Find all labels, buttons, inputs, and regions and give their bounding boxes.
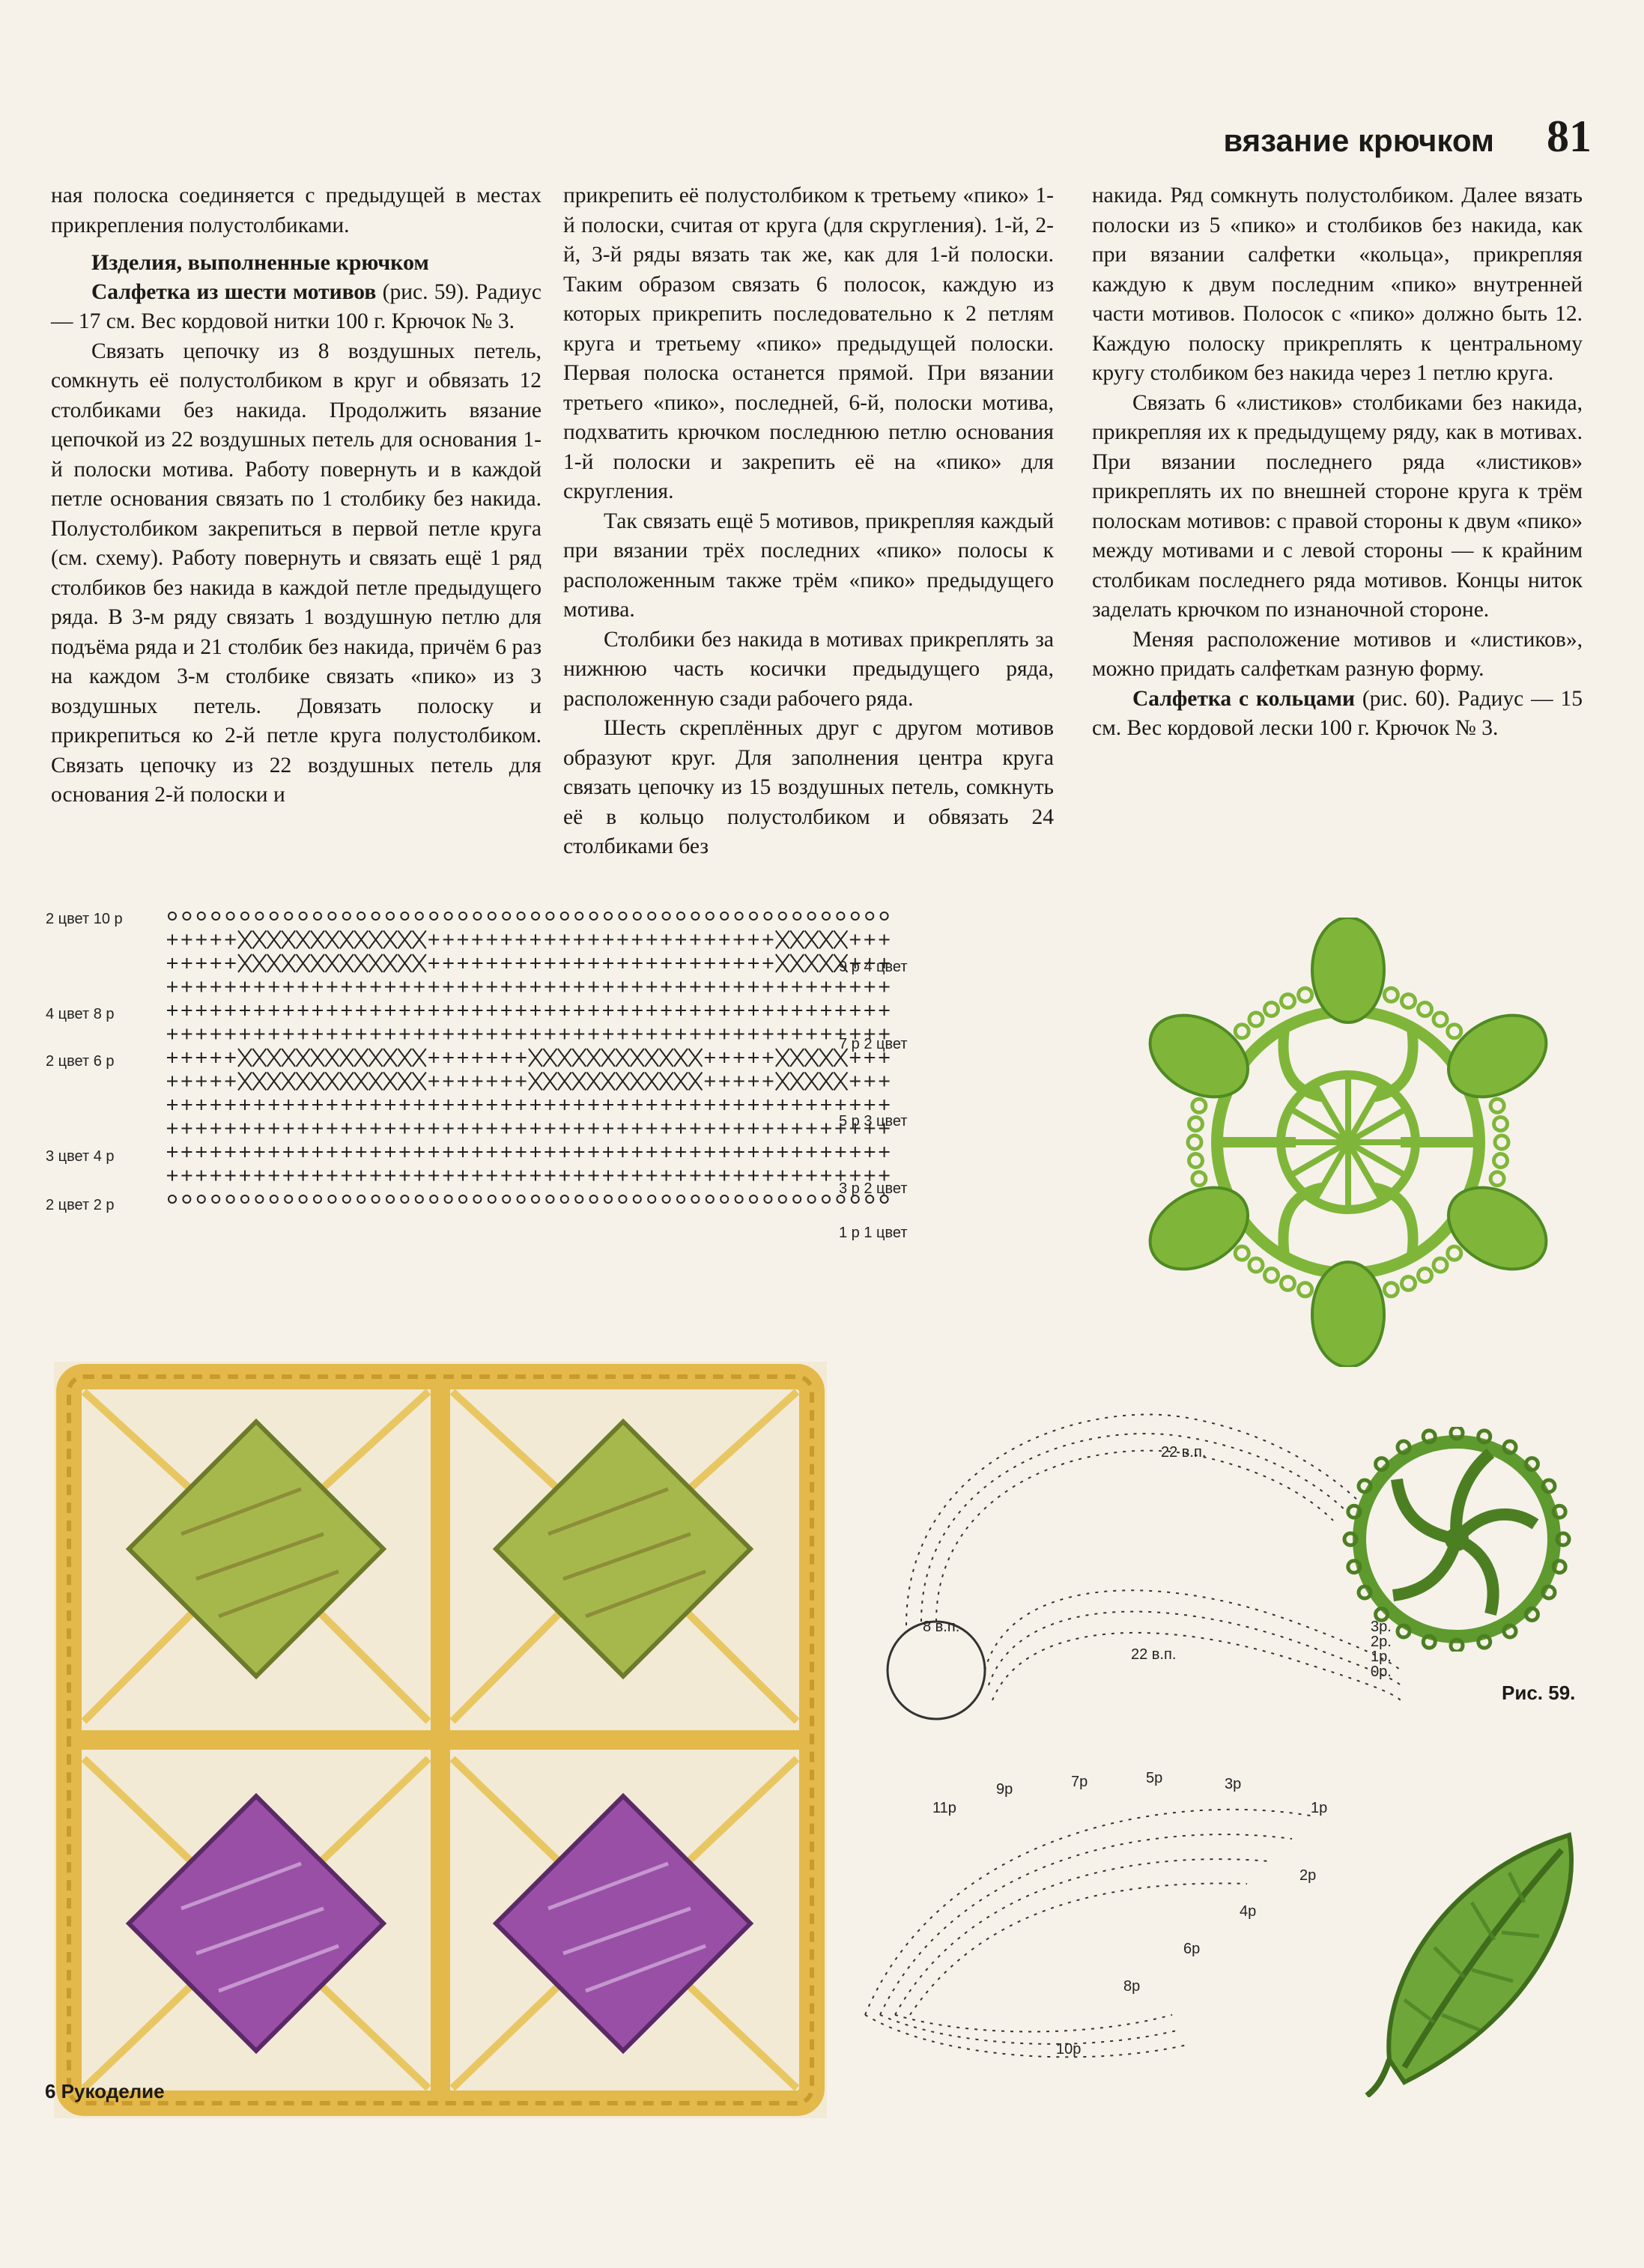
row-label: 4р (1240, 1903, 1257, 1920)
row-label: 11р (932, 1800, 956, 1816)
paragraph: Меняя расположение мотивов и «листиков», можно придать салфеткам разную форму. (1092, 627, 1583, 681)
paragraph: Шесть скреплённых друг с другом мотивов образуют круг. Для заполнения центра круга связать цепочку из 15 воздушных петель, сомкнуть её в кольцо полустолбиком и обвязать 24 столбиками без (563, 716, 1054, 858)
row-label: 7р (1071, 1774, 1088, 1790)
item-title: Салфетка с кольцами (1132, 686, 1355, 711)
chart-left-label: 2 цвет 2 р (46, 1197, 115, 1213)
paragraph: накида. Ряд сомкнуть полустолбиком. Далее вязать полоски из 5 «пико» и столбиков без накида, как при вязании салфетки «кольца», прикрепляя каждую к двум последним «пико» внутренней части мотивов. Полосок с «пико» должно быть 12. Каждую полоску прикреплять к центральному кругу столбиком без накида через 1 петлю круга. (1092, 184, 1583, 385)
row-label: 3р. (1371, 1619, 1392, 1635)
page-header (1223, 111, 1592, 163)
row-label: 1р. (1371, 1649, 1392, 1665)
chart-right-label: 5 р 3 цвет (839, 1113, 908, 1130)
item-title: Салфетка из шести мотивов (91, 279, 377, 304)
chart-left-label: 2 цвет 10 р (46, 911, 123, 927)
subheading: Изделия, выполненные крючком (91, 250, 429, 275)
item-details: (рис. 59). Радиус — 17 см. Вес кордовой нитки 100 г. Крючок № 3. (51, 279, 542, 333)
doily-photo (1090, 918, 1607, 1367)
paragraph: Столбики без накида в мотивах прикреплять за нижнюю часть косички предыдущего ряда, расположенную сзади рабочего ряда. (563, 627, 1054, 711)
page-footer: 6 Рукоделие (45, 2080, 165, 2102)
stitch-grid (167, 912, 890, 1203)
row-label: 6р (1183, 1941, 1201, 1957)
figure-label: Рис. 59. (1502, 1682, 1576, 1704)
item-intro (1092, 685, 1583, 744)
paragraph: Так связать ещё 5 мотивов, прикрепляя каждый при вязании трёх последних «пико» полосы к расположенным также трём «пико» предыдущего мотива. (563, 509, 1054, 622)
strip-diagram (854, 1378, 1423, 1738)
row-label: 8р (1123, 1978, 1141, 1995)
section-title: вязание крючком (1223, 123, 1494, 158)
item-intro (51, 278, 542, 337)
leaf-photo (1359, 1813, 1592, 2097)
diagram-label: 22 в.п. (1161, 1444, 1207, 1461)
paragraph: ная полоска соединяется с предыдущей в местах прикрепления полустолбиками. (51, 184, 542, 237)
paragraph: Связать 6 «листиков» столбиками без накида, прикрепляя их к предыдущему ряду, как в мотивах. При вязании последнего ряда «листиков» прикреплять их по внешней стороне круга к трём полоскам мотивов: с правой стороны к двум «пико» между мотивами и с левой стороны — к крайним столбикам последнего ряда мотивов. Концы ниток заделать крючком по изнаночной стороне. (1092, 390, 1583, 622)
text-column-2 (563, 181, 1054, 862)
chart-right-label: 7 р 2 цвет (839, 1036, 908, 1052)
row-label: 3р (1225, 1776, 1242, 1792)
row-label: 0р. (1371, 1664, 1392, 1680)
chart-left-label: 3 цвет 4 р (46, 1148, 115, 1165)
text-column-1 (51, 181, 542, 810)
pinwheel-photo (1341, 1427, 1573, 1652)
doily (1135, 918, 1561, 1367)
paragraph: Связать цепочку из 8 воздушных петель, сомкнуть её полустолбиком в круг и обвязать 12 столбиками без накида. Продолжить вязание цепочкой из 22 воздушных петель для основания 1-й полоски мотива. Работу повернуть и в каждой петле основания связать по 1 столбику без накида. Полустолбиком закрепиться в первой петле круга (см. схему). Работу повернуть и связать ещё 1 ряд столбиков без накида в каждой петле предыдущего ряда. В 3-м ряду связать 1 воздушную петлю для подъёма ряда и 21 столбик без накида, причём 6 раз на каждом 3-м столбике связать «пико» из 3 воздушных петель. Довязать полоску и прикрепиться ко 2-й петле круга полустолбиком. Связать цепочку из 22 воздушных петель для основания 2-й полоски и (51, 339, 542, 807)
paragraph: прикрепить её полустолбиком к третьему «пико» 1-й полоски, считая от круга (для скругления). 1-й, 2-й, 3-й ряды вязать так же, как для 1-й полоски. Таким образом связать 6 полосок, каждую из которых прикрепить последовательно к 2 петлям круга и третьему «пико» предыдущей полоски. Первая полоска останется прямой. При вязании третьего «пико», последней, 6-й, полоски мотива, подхватить крючком последнюю петлю основания 1-й полоски и закрепить её на «пико» для скругления. (563, 184, 1054, 503)
item-details: (рис. 60). Радиус — 15 см. Вес кордовой лески 100 г. Крючок № 3. (1092, 686, 1583, 740)
row-label: 10р (1056, 2041, 1082, 2058)
page-number: 81 (1547, 112, 1592, 161)
chart-left-label: 4 цвет 8 р (46, 1006, 115, 1022)
chart-right-label: 3 р 2 цвет (839, 1180, 908, 1197)
leaf-diagram (850, 1745, 1344, 2067)
row-label: 9р (996, 1781, 1013, 1798)
diagram-label: 22 в.п. (1131, 1646, 1177, 1663)
chart-left-label: 2 цвет 6 р (46, 1053, 115, 1070)
square-motif-photo (54, 1362, 827, 2118)
diagram-label: 8 в.п. (923, 1619, 960, 1635)
row-label: 5р (1146, 1770, 1163, 1786)
stitch-chart (41, 903, 970, 1270)
text-column-3 (1092, 181, 1583, 744)
row-label: 1р (1311, 1800, 1328, 1816)
row-label: 2р (1299, 1867, 1317, 1884)
chart-right-label: 9 р 4 цвет (839, 959, 908, 975)
row-label: 2р. (1371, 1634, 1392, 1650)
chart-right-label: 1 р 1 цвет (839, 1225, 908, 1241)
